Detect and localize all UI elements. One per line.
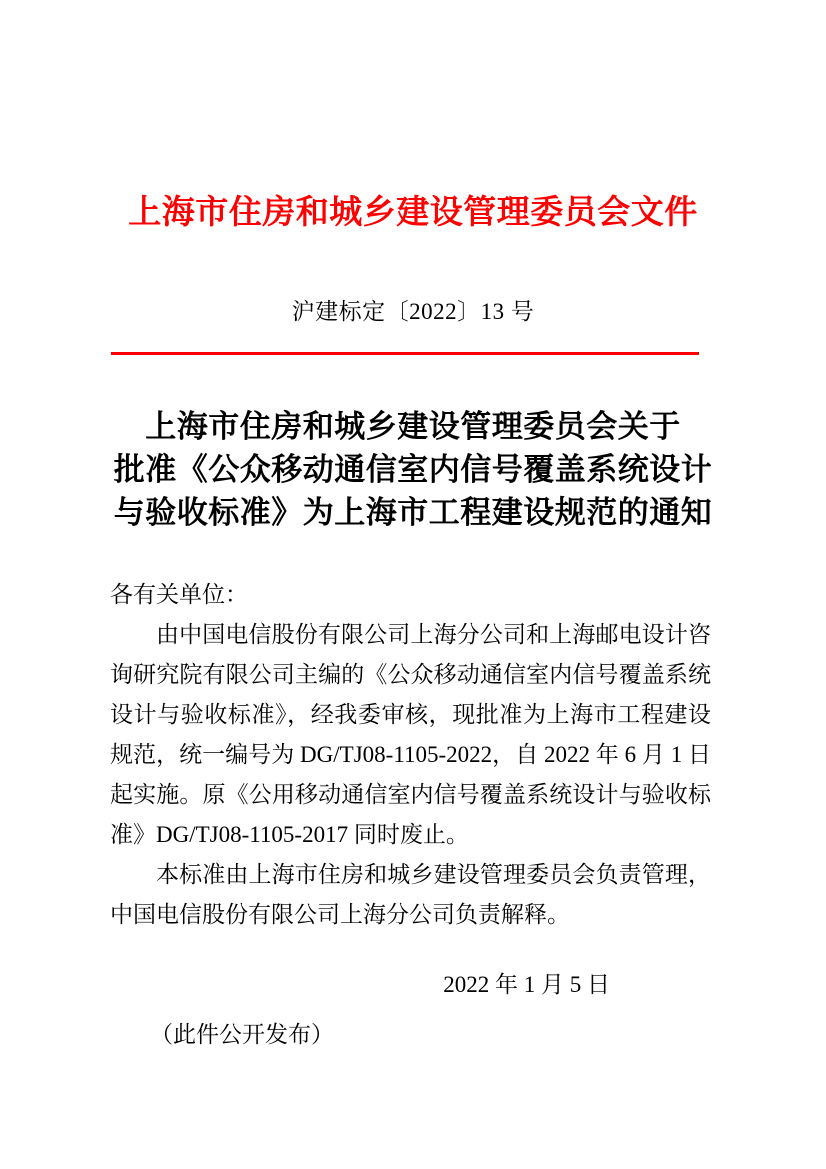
document-title-line-1: 上海市住房和城乡建设管理委员会关于 [145, 409, 681, 444]
body-paragraph-1: 由中国电信股份有限公司上海分公司和上海邮电设计咨询研究院有限公司主编的《公众移动通信室内信号覆盖系统设计与验收标准》，经我委审核，现批准为上海市工程建设规范，统一编号为 DG/TJ08-1105-2022，自 2022 年 6 月 1 日起实施。原《公用移动通信室内信号覆盖系统设计与验收标准》DG/TJ08-1105-2017 同时废止。 [110, 622, 711, 847]
doc-number: 沪建标定〔2022〕13 号 [291, 299, 535, 324]
issue-date: 2022 年 1 月 5 日 [443, 972, 610, 997]
document-body [110, 575, 711, 935]
salutation: 各有关单位： [110, 582, 248, 607]
publish-note: （此件公开发布） [150, 1022, 334, 1047]
document-title-line-3: 与验收标准》为上海市工程建设规范的通知 [113, 495, 713, 530]
document-title-line-2: 批准《公众移动通信室内信号覆盖系统设计 [113, 452, 713, 487]
body-paragraph-2: 本标准由上海市住房和城乡建设管理委员会负责管理，中国电信股份有限公司上海分公司负责解释。 [110, 862, 711, 927]
agency-header-title: 上海市住房和城乡建设管理委员会文件 [128, 195, 698, 231]
red-divider-line [111, 352, 699, 355]
document-title [0, 405, 826, 534]
